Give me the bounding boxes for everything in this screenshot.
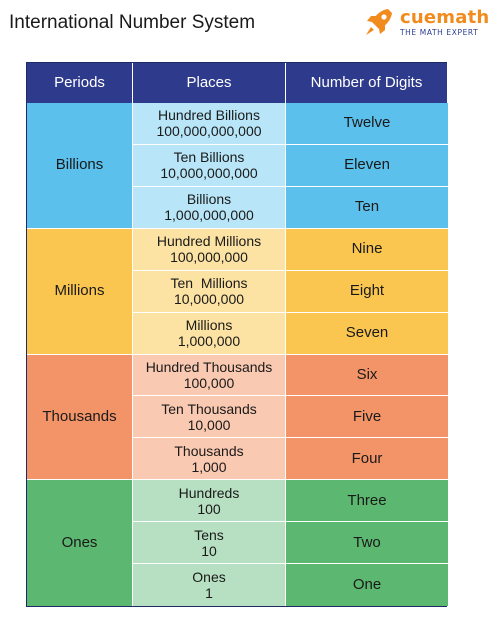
place-name: Ten Millions xyxy=(170,275,248,292)
period-billions: Billions xyxy=(27,103,133,229)
place-name: Ones xyxy=(192,569,226,586)
place-name: Hundred Thousands xyxy=(145,358,273,375)
place-cell xyxy=(133,480,286,522)
place-cell xyxy=(133,187,286,229)
header-periods: Periods xyxy=(27,63,133,103)
place-name: Millions xyxy=(185,317,233,334)
place-value: 1,000,000,000 xyxy=(164,207,254,224)
digits-cell: Six xyxy=(286,355,448,397)
place-cell xyxy=(133,355,286,397)
place-cell xyxy=(133,271,286,313)
place-value: 100 xyxy=(197,500,221,517)
page-title: International Number System xyxy=(9,12,256,33)
cuemath-logo xyxy=(362,5,489,39)
digits-cell: Eleven xyxy=(286,145,448,187)
digits-cell: Ten xyxy=(286,187,448,229)
digits-cell: Eight xyxy=(286,271,448,313)
period-millions: Millions xyxy=(27,229,133,355)
digits-cell: Four xyxy=(286,438,448,480)
place-cell xyxy=(133,145,286,187)
place-name: Tens xyxy=(194,526,224,543)
rocket-icon xyxy=(362,5,396,39)
place-cell xyxy=(133,313,286,355)
place-value: 100,000,000 xyxy=(170,249,248,266)
place-value: 10 xyxy=(201,542,217,559)
place-cell xyxy=(133,103,286,145)
place-cell xyxy=(133,564,286,606)
place-cell xyxy=(133,229,286,271)
digits-cell: Twelve xyxy=(286,103,448,145)
header-places: Places xyxy=(133,63,286,103)
place-name: Ten Thousands xyxy=(161,400,257,417)
place-value: 1 xyxy=(205,585,213,602)
place-name: Ten Billions xyxy=(173,149,245,166)
place-name: Thousands xyxy=(174,442,244,459)
period-thousands: Thousands xyxy=(27,355,133,481)
number-system-table xyxy=(26,62,447,607)
digits-cell: Seven xyxy=(286,313,448,355)
logo-tagline: THE MATH EXPERT xyxy=(400,28,479,37)
header-number-of-digits: Number of Digits xyxy=(286,63,448,103)
place-name: Billions xyxy=(186,191,232,208)
period-ones: Ones xyxy=(27,480,133,606)
place-name: Hundred Billions xyxy=(158,107,260,124)
place-value: 10,000,000,000 xyxy=(160,165,258,182)
place-value: 100,000 xyxy=(183,374,235,391)
place-name: Hundred Millions xyxy=(156,233,262,250)
place-value: 10,000,000 xyxy=(173,291,245,308)
digits-cell: Nine xyxy=(286,229,448,271)
place-value: 10,000 xyxy=(187,416,231,433)
digits-cell: One xyxy=(286,564,448,606)
place-cell xyxy=(133,522,286,564)
digits-cell: Two xyxy=(286,522,448,564)
place-name: Hundreds xyxy=(178,484,240,501)
place-value: 1,000 xyxy=(191,458,227,475)
logo-name: cuemath xyxy=(400,7,489,28)
place-cell xyxy=(133,396,286,438)
place-cell xyxy=(133,438,286,480)
place-value: 100,000,000,000 xyxy=(156,123,262,140)
digits-cell: Three xyxy=(286,480,448,522)
digits-cell: Five xyxy=(286,396,448,438)
place-value: 1,000,000 xyxy=(177,333,241,350)
